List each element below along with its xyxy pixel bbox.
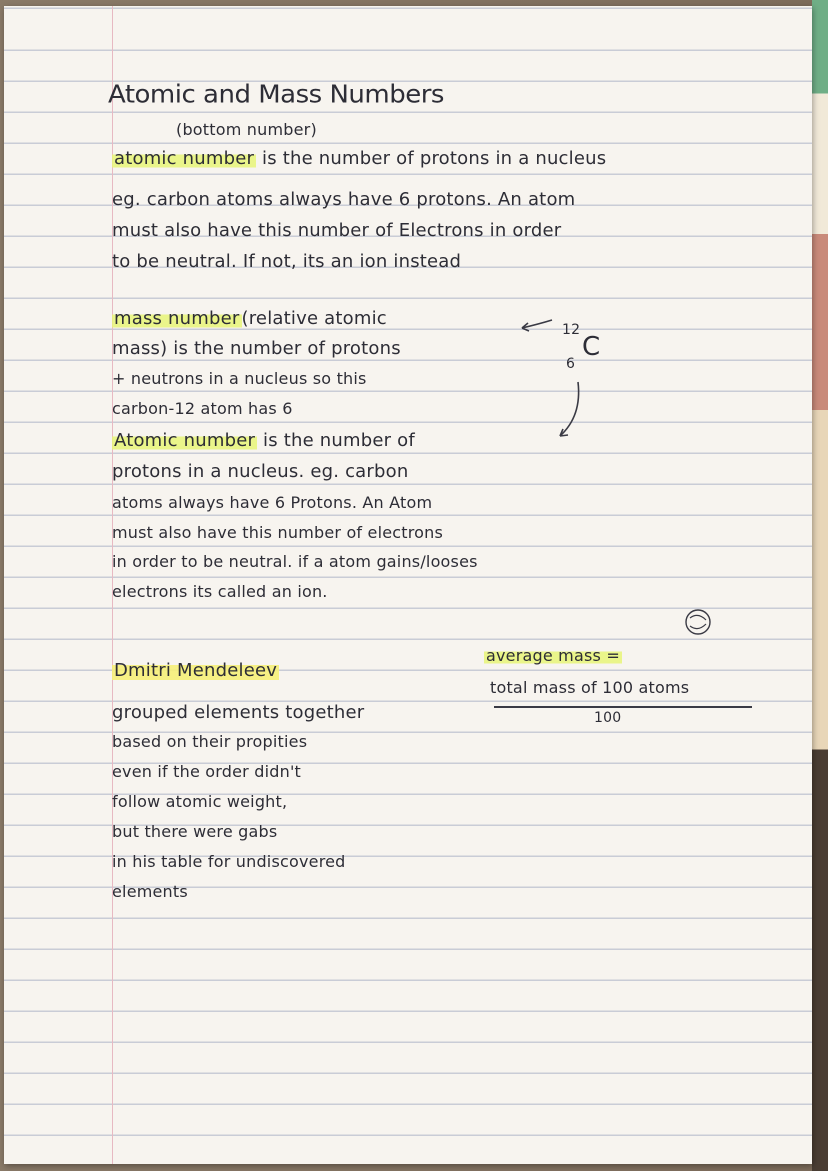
mendeleev-line-7: elements: [112, 882, 188, 901]
mendeleev-line-4: follow atomic weight,: [112, 792, 288, 811]
line-text: eg. carbon atoms always have 6 protons. An atom: [112, 189, 576, 210]
fraction-bar: [494, 706, 752, 708]
line-text: electrons its called an ion.: [112, 582, 328, 601]
line-text: to be neutral. If not, its an ion instead: [112, 251, 462, 272]
mendeleev-heading-text: Dmitri Mendeleev: [114, 660, 278, 681]
mendeleev-line-5: but there were gabs: [112, 822, 278, 841]
atomic2-line-5: [112, 552, 478, 571]
line-text: mass) is the number of protons: [112, 338, 401, 359]
arrow-to-atomic-number: [560, 382, 579, 436]
desk-edge-strip: [812, 0, 828, 1171]
line-text: + neutrons in a nucleus so this: [112, 369, 367, 388]
mendeleev-heading: [112, 660, 279, 681]
line-text: must also have this number of Electrons in order: [112, 220, 562, 241]
doodle-icon: [690, 615, 706, 628]
atomic2-line-1: [112, 430, 415, 451]
doodle-icon: [686, 610, 710, 634]
line-text: atoms always have 6 Protons. An Atom: [112, 493, 433, 512]
bottom-number-note: (bottom number): [176, 120, 317, 139]
mendeleev-line-2: based on their propities: [112, 732, 308, 751]
notebook-page: [4, 6, 812, 1164]
formula-label: [484, 646, 622, 665]
isotope-mass-number: 12: [562, 322, 581, 338]
line-text: must also have this number of electrons: [112, 523, 444, 542]
isotope-atomic-number: 6: [566, 356, 576, 372]
line-text: (relative atomic: [241, 308, 387, 329]
highlighted-term: atomic number: [114, 148, 255, 169]
mendeleev-line-3: even if the order didn't: [112, 762, 302, 781]
line-text: protons in a nucleus. eg. carbon: [112, 461, 409, 482]
atomic2-line-4: [112, 523, 443, 542]
mendeleev-line-1: grouped elements together: [112, 702, 365, 723]
highlighted-term: Atomic number: [114, 430, 256, 451]
line-text: is the number of protons in a nucleus: [256, 148, 607, 169]
page-title: Atomic and Mass Numbers: [108, 80, 444, 110]
line-text: carbon-12 atom has 6: [112, 399, 293, 418]
atomic2-line-3: [112, 493, 432, 512]
isotope-symbol: C: [582, 332, 601, 362]
line-text: in order to be neutral. if a atom gains/looses: [112, 552, 478, 571]
highlighted-term: mass number: [114, 308, 240, 329]
atomic2-line-2: [112, 461, 408, 482]
formula-label-text: average mass =: [486, 646, 620, 665]
formula-numerator: total mass of 100 atoms: [490, 678, 690, 697]
mendeleev-line-6: in his table for undiscovered: [112, 852, 346, 871]
formula-denominator: 100: [594, 710, 622, 726]
line-text: is the number of: [257, 430, 415, 451]
atomic2-line-6: [112, 582, 328, 601]
